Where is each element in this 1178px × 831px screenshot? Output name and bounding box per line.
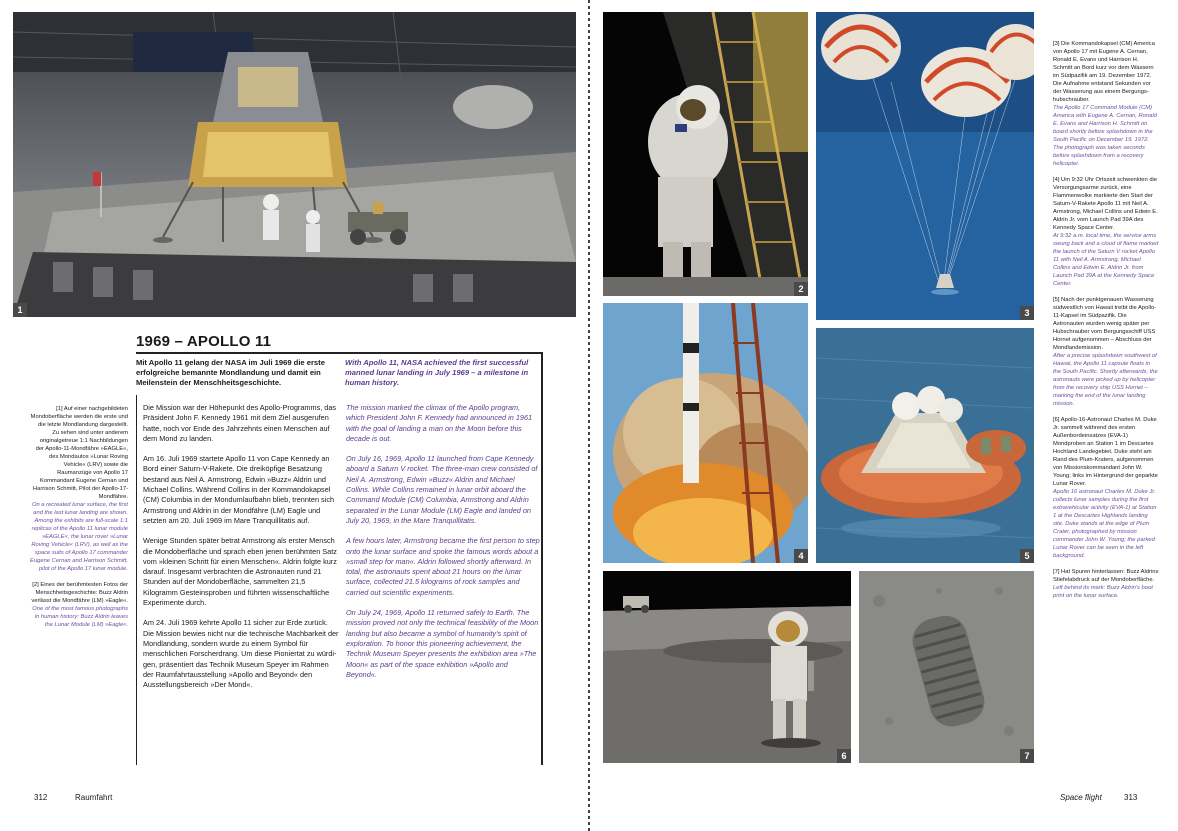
caption-7-en: Left behind its mark: Buzz Aldrin's boot print on the lunar surface. (1053, 585, 1153, 599)
figure-number-5: 5 (1020, 549, 1034, 563)
photo-museum-exhibit (13, 12, 576, 317)
figure-number-6: 6 (837, 749, 851, 763)
photo-capsule-ocean (816, 328, 1034, 563)
caption-2-en: One of the most famous photographs in human history: Buzz Aldrin leaves the Lunar Module (LM) »Eagle«. (32, 606, 128, 628)
figure-number-7: 7 (1020, 749, 1034, 763)
caption-6-en: Apollo 16 astronaut Charles M. Duke Jr. collects lunar samples during the first extravehicular activity (EVA-1) at Station 1 at the Descartes Highlands landing site. Duke stands at the edge of Plum Crater, photographed by mission commander John W. Young; the parked Lunar Rover can be seen in the left background. (1053, 489, 1157, 559)
left-page (0, 0, 588, 831)
caption-3-en: The Apollo 17 Command Module (CM) America with Eugene A. Cernan, Ronald E. Evans and Harrison H. Schmitt on board shortly before splashdown in the South Pacific on December 19, 1972. The photograph was taken seconds before splashdown from a recovery helicopter. (1053, 105, 1157, 167)
caption-5-de: [5] Nach der punktgenauen Wasserung südwestlich von Hawaii treibt die Apollo-11-Kapsel im Südpazifik. Die Astronauten wurden wenig später per Hubschrauber vom Bergungsschiff USS Hornet aufgenommen – Abschluss der Mondlandemission. (1053, 297, 1157, 351)
caption-6-de: [6] Apollo-16-Astronaut Charles M. Duke Jr. sammelt während des ersten Außenbordeinsatzes (EVA-1) Mondproben an Station 1 im Descartes Hochland Landegebiet. Duke steht am Rand des Plum-Kraters, aufgenommen von Missionskommandant John W. Young; links im Hintergrund der geparkte Lunar Rover. (1053, 417, 1158, 487)
body-de-paragraph-2: Am 16. Juli 1969 startete Apollo 11 von Cape Kennedy an Bord einer Saturn-V-Rakete. Die dreiköpfige Besatzung bestand aus Neil A. Armstrong, Edwin »Buzz« Aldrin und Michael Collins. Während Collins in der Kommandokapsel (CM) Columbia in der Mondumlaufbahn blieb, trennten sich Armstrong und Aldrin in der Mondfähre (LM) Eagle und setzten am 20. Juli 1969 im Mare Tranquillitatis auf. (143, 454, 335, 525)
photo-saturn-v-launch (603, 303, 808, 563)
body-english (346, 403, 540, 690)
caption-3-de: [3] Die Kommandokapsel (CM) America von Apollo 17 mit Eugene A. Cernan, Ronald E. Evans und Harrison H. Schmitt an Bord kurz vor dem Wassern im Südpazifik am 19. Dezember 1972. Die Aufnahme entstand Sekunden vor der Wasserung aus einem Bergungshubschrauber. (1053, 41, 1155, 103)
section-label-right: Space flight (1060, 793, 1102, 802)
body-en-paragraph-1: The mission marked the climax of the Apollo program, which President John F. Kennedy had announced in 1961 with the goal of landing a man on the Moon before this decade is out. (346, 403, 533, 443)
caption-2-de: [2] Eines der berühmtesten Fotos der Menschheitsgeschichte: Buzz Aldrin verlässt die Mondfähre (LM) »Eagle«. (31, 582, 128, 604)
caption-7-de: [7] Hat Spuren hinterlassen: Buzz Aldrins Stiefelabdruck auf der Mondoberfläche. (1053, 569, 1159, 583)
body-de-paragraph-4: Am 24. Juli 1969 kehrte Apollo 11 sicher zur Erde zurück. Die Mission bewies nicht nur die technische Machbarkeit der Mondlandung, sondern wurde zu einem Symbol für menschlichen Forscherdrang. Um diese Pioniertat zu würdigen, präsentiert das Technik Museum Speyer im Rahmen der Raumfahrtausstellung »Apollo and Beyond« den Ausstellungsbereich »Der Mond«. (143, 618, 339, 690)
caption-1-de: [1] Auf einer nachgebildeten Mondoberfläche werden die erste und die letzte Mondlandung dargestellt. Zu sehen sind unter anderem originalgetreue 1:1 Nachbildungen der Apollo-11-Mondfähre »EAGLE«, des Mondautos »Lunar Roving Vehicle« (LRV) sowie die Raumanzüge von Apollo 17 Kommandant Eugene Cernan und Harrison Schmitt, Pilot der Apollo-17-Mondfähre. (30, 406, 128, 500)
intro-english: With Apollo 11, NASA achieved the first successful manned lunar landing in July 1969 – a milestone in human history. (345, 358, 529, 388)
article-title: 1969 – APOLLO 11 (136, 333, 272, 350)
section-label-left: Raumfahrt (75, 793, 113, 802)
body-de-paragraph-3: Wenige Stunden später betrat Armstrong als erster Mensch die Mondoberfläche und sprach eben jenen berühmten Satz vom »kleinen Schritt für einen Menschen«. Aldrin folgte kurz darauf. Insgesamt verbrachten die Astronauten rund 21 Stunden auf der Mondoberfläche, sammelten 21,5 Kilogramm Gesteinsproben und führten wissenschaftliche Experimente durch. (143, 536, 337, 608)
page-number-left: 312 (34, 793, 48, 802)
body-en-paragraph-2: On July 16, 1969, Apollo 11 launched from Cape Kennedy aboard a Saturn V rocket. The three-man crew consisted of Neil A. Armstrong, Edwin »Buzz« Aldrin and Michael Collins. While Collins remained in lunar orbit aboard the Command Module (CM) Columbia, Armstrong and Aldrin separated in the Lunar Module (LM) Eagle and landed on July 20, 1969, in the Mare Tranquillitatis. (346, 454, 538, 525)
intro-german: Mit Apollo 11 gelang der NASA im Juli 1969 die erste erfolgreiche bemannte Mondlandung und damit ein Meilenstein der Menschheitsgeschichte. (136, 358, 325, 388)
caption-2 (30, 581, 128, 629)
right-captions (1053, 40, 1159, 608)
caption-1-en: On a recreated lunar surface, the first and the last lunar landing are shown. Among the exhibits are full-scale 1:1 replicas of the Apollo 11 lunar module »EAGLE«, the lunar rover »Lunar Roving Vehicle« (LRV), as well as the space suits of Apollo 17 commander Eugene Cernan and Harrison Schmitt, pilot of the Apollo 17 lunar module. (30, 502, 128, 572)
column-divider-right (541, 352, 543, 765)
photo-parachute-splashdown (816, 12, 1034, 320)
photo-duke-moon-surface (603, 571, 851, 763)
caption-4 (1053, 176, 1159, 288)
left-captions (30, 405, 128, 637)
caption-5 (1053, 296, 1159, 408)
caption-1 (30, 405, 128, 573)
photo-aldrin-ladder (603, 12, 808, 296)
caption-4-en: At 9:32 a.m. local time, the service arms swung back and a cloud of flame marked the launch of the Saturn V rocket Apollo 11 with Neil A. Armstrong, Michael Collins and Edwin E. Aldrin Jr. from Launch Pad 39A at the Kennedy Space Center. (1053, 233, 1159, 287)
caption-7 (1053, 568, 1159, 600)
body-german (143, 403, 339, 700)
caption-4-de: [4] Um 9:32 Uhr Ortszeit schwenkten die Versorgungsarme zurück, eine Flammenwolke markierte den Start der Saturn-V-Rakete Apollo 11 mit Neil A. Armstrong, Michael Collins und Edwin E. Aldrin Jr. vom Launch Pad 39A des Kennedy Space Center. (1053, 177, 1158, 231)
title-rule (136, 352, 541, 354)
caption-5-en: After a precise splashdown southwest of Hawaii, the Apollo 11 capsule floats in the South Pacific. Shortly afterwards, the astronauts were picked up by helicopter from the recovery ship USS Hornet – marking the end of the lunar landing mission. (1053, 353, 1158, 407)
photo-bootprint (859, 571, 1034, 763)
figure-number-2: 2 (794, 282, 808, 296)
page-number-right: 313 (1124, 793, 1138, 802)
body-en-paragraph-3: A few hours later, Armstrong became the first person to step onto the lunar surface and spoke the famous words about a »small step for man«. Aldrin followed shortly afterward. In total, the astronauts spent about 21 hours on the lunar surface, collected 21.5 kilograms of rock samples and carried out scientific experiments. (346, 536, 540, 597)
figure-number-4: 4 (794, 549, 808, 563)
body-en-paragraph-4: On July 24, 1969, Apollo 11 returned safely to Earth. The mission proved not only the technical feasibility of the Moon landing but also became a symbol of humanity's spirit of exploration. To honor this pioneering achievement, the Technik Museum Speyer presents the exhibition area »The Moon« as part of the space exhibition »Apollo and Beyond«. (346, 608, 539, 679)
column-divider-left (136, 395, 137, 765)
figure-number-1: 1 (13, 303, 27, 317)
figure-number-3: 3 (1020, 306, 1034, 320)
caption-6 (1053, 416, 1159, 560)
body-de-paragraph-1: Die Mission war der Höhepunkt des Apollo-Programms, das Präsident John F. Kennedy 1961 mit dem Ziel ausgerufen hatte, noch vor Ende des Jahrzehnts einen Menschen auf dem Mond zu landen. (143, 403, 337, 443)
caption-3 (1053, 40, 1159, 168)
